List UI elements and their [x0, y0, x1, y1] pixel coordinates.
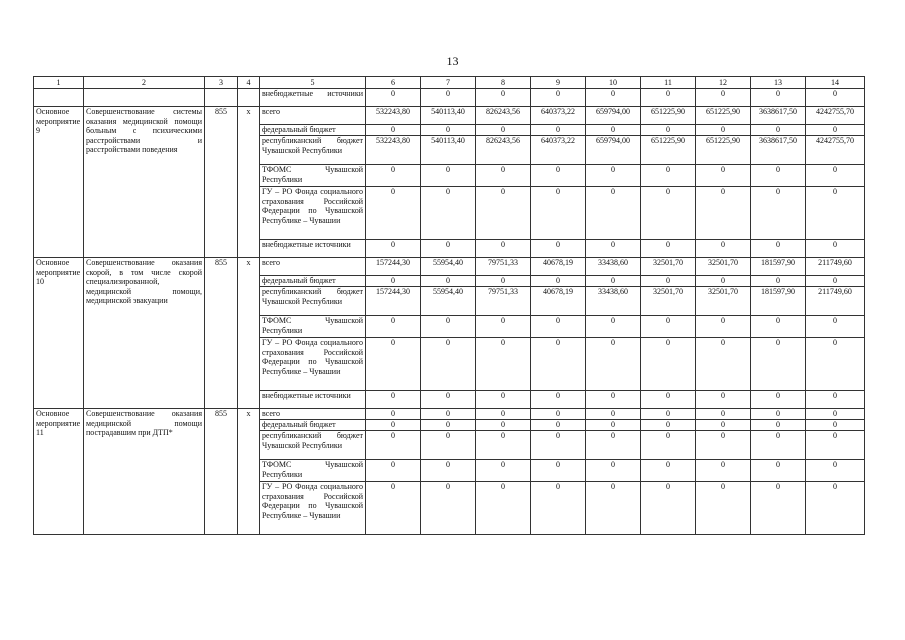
value-cell: 0 — [696, 338, 751, 391]
value-cell: 0 — [421, 460, 476, 482]
value-cell: 0 — [806, 420, 865, 431]
value-cell: 0 — [531, 89, 586, 107]
value-cell: 0 — [641, 125, 696, 136]
value-cell: 0 — [476, 482, 531, 535]
column-number-row — [34, 77, 865, 89]
value-cell: 0 — [421, 89, 476, 107]
value-cell: 0 — [751, 338, 806, 391]
value-cell: 0 — [531, 240, 586, 258]
funding-source: федеральный бюджет — [260, 276, 366, 287]
table-row — [34, 409, 865, 420]
table-row — [34, 258, 865, 276]
value-cell: 0 — [531, 431, 586, 460]
measure-code: Основное мероприятие 9 — [34, 107, 84, 258]
value-cell: 0 — [751, 409, 806, 420]
value-cell: 0 — [366, 338, 421, 391]
value-cell: 0 — [366, 431, 421, 460]
column-header: 12 — [696, 77, 751, 89]
value-cell: 0 — [751, 482, 806, 535]
measure-code: Основное мероприятие 10 — [34, 258, 84, 409]
value-cell: 55954,40 — [421, 258, 476, 276]
column-header: 7 — [421, 77, 476, 89]
value-cell: 0 — [696, 125, 751, 136]
value-cell: 0 — [751, 125, 806, 136]
value-cell: 32501,70 — [696, 287, 751, 316]
funding-source: федеральный бюджет — [260, 125, 366, 136]
value-cell: 0 — [476, 187, 531, 240]
funding-source: всего — [260, 258, 366, 276]
value-cell: 0 — [476, 409, 531, 420]
value-cell: 0 — [586, 420, 641, 431]
funding-source: внебюджетные источники — [260, 89, 366, 107]
value-cell: 211749,60 — [806, 287, 865, 316]
value-cell: 651225,90 — [696, 136, 751, 165]
column-header: 5 — [260, 77, 366, 89]
value-cell: 0 — [641, 482, 696, 535]
value-cell: 0 — [476, 420, 531, 431]
value-cell: 40678,19 — [531, 258, 586, 276]
value-cell: 0 — [531, 420, 586, 431]
value-cell: 0 — [421, 482, 476, 535]
value-cell: 0 — [696, 420, 751, 431]
column-header: 1 — [34, 77, 84, 89]
value-cell: 659794,00 — [586, 136, 641, 165]
value-cell: 0 — [806, 125, 865, 136]
value-cell: 0 — [641, 316, 696, 338]
column-header: 10 — [586, 77, 641, 89]
funding-source: республиканский бюджет Чувашской Республики — [260, 287, 366, 316]
value-cell: 181597,90 — [751, 258, 806, 276]
value-cell: 0 — [366, 420, 421, 431]
value-cell: 0 — [806, 338, 865, 391]
value-cell: 0 — [806, 89, 865, 107]
value-cell: 0 — [531, 316, 586, 338]
value-cell: 0 — [586, 460, 641, 482]
value-cell: 0 — [531, 276, 586, 287]
value-cell: 0 — [421, 431, 476, 460]
table-row — [34, 107, 865, 125]
value-cell: 32501,70 — [641, 287, 696, 316]
funding-source: ТФОМС Чувашской Республики — [260, 460, 366, 482]
value-cell: 0 — [586, 338, 641, 391]
value-cell: 0 — [366, 125, 421, 136]
value-cell: 0 — [696, 240, 751, 258]
value-cell: 540113,40 — [421, 107, 476, 125]
value-cell: 0 — [806, 187, 865, 240]
column-header: 3 — [205, 77, 238, 89]
value-cell: 0 — [806, 316, 865, 338]
page-number: 13 — [446, 54, 459, 68]
measure-code: Основное мероприятие 11 — [34, 409, 84, 535]
value-cell: 0 — [586, 240, 641, 258]
value-cell: 0 — [476, 460, 531, 482]
value-cell: 0 — [421, 409, 476, 420]
value-cell: 40678,19 — [531, 287, 586, 316]
value-cell: 0 — [531, 187, 586, 240]
measure-name: Совершенствование системы оказания медицинской помощи больным с психическими расстройствами и расстройствами поведения — [84, 107, 205, 258]
value-cell: 0 — [806, 460, 865, 482]
value-cell: 0 — [751, 420, 806, 431]
value-cell: 0 — [641, 89, 696, 107]
value-cell: 0 — [586, 316, 641, 338]
budget-table — [33, 76, 865, 535]
value-cell: 0 — [806, 240, 865, 258]
value-cell: 0 — [476, 165, 531, 187]
value-cell: 0 — [586, 391, 641, 409]
value-cell: 0 — [366, 240, 421, 258]
value-cell: 0 — [696, 391, 751, 409]
value-cell: 0 — [806, 431, 865, 460]
value-cell: 4242755,70 — [806, 107, 865, 125]
value-cell: 0 — [586, 431, 641, 460]
value-cell: 651225,90 — [641, 136, 696, 165]
grbs-code: 855 — [205, 107, 238, 258]
value-cell: 0 — [366, 316, 421, 338]
value-cell: 0 — [586, 409, 641, 420]
value-cell: 0 — [531, 165, 586, 187]
value-cell: 0 — [531, 409, 586, 420]
column-header: 2 — [84, 77, 205, 89]
value-cell: 0 — [751, 431, 806, 460]
value-cell: 4242755,70 — [806, 136, 865, 165]
funding-source: внебюджетные источники — [260, 391, 366, 409]
value-cell: 0 — [421, 391, 476, 409]
value-cell: 0 — [806, 482, 865, 535]
measure-name: Совершенствование оказания медицинской помощи пострадавшим при ДТП* — [84, 409, 205, 535]
value-cell: 0 — [641, 431, 696, 460]
value-cell: 0 — [476, 338, 531, 391]
value-cell: 0 — [696, 409, 751, 420]
value-cell: 181597,90 — [751, 287, 806, 316]
value-cell: 0 — [476, 240, 531, 258]
value-cell: 0 — [696, 187, 751, 240]
value-cell: 55954,40 — [421, 287, 476, 316]
value-cell: 0 — [641, 187, 696, 240]
funding-source: ТФОМС Чувашской Республики — [260, 316, 366, 338]
value-cell: 0 — [366, 391, 421, 409]
value-cell: 0 — [366, 482, 421, 535]
value-cell: 0 — [476, 391, 531, 409]
value-cell: 0 — [641, 409, 696, 420]
value-cell: 157244,30 — [366, 287, 421, 316]
value-cell: 0 — [421, 125, 476, 136]
value-cell: 0 — [421, 276, 476, 287]
value-cell: 0 — [751, 316, 806, 338]
value-cell: 0 — [696, 482, 751, 535]
value-cell: 0 — [806, 409, 865, 420]
value-cell: 0 — [366, 409, 421, 420]
continuation-row — [34, 89, 865, 107]
value-cell: 0 — [586, 482, 641, 535]
col4-mark: х — [238, 107, 260, 258]
value-cell: 532243,80 — [366, 107, 421, 125]
value-cell: 0 — [751, 187, 806, 240]
value-cell: 0 — [696, 431, 751, 460]
empty-cell — [34, 89, 84, 107]
value-cell: 0 — [586, 187, 641, 240]
value-cell: 0 — [421, 165, 476, 187]
value-cell: 0 — [421, 240, 476, 258]
value-cell: 0 — [641, 420, 696, 431]
value-cell: 0 — [421, 316, 476, 338]
column-header: 6 — [366, 77, 421, 89]
value-cell: 0 — [366, 460, 421, 482]
value-cell: 0 — [421, 420, 476, 431]
value-cell: 0 — [751, 89, 806, 107]
value-cell: 79751,33 — [476, 287, 531, 316]
funding-source: внебюджетные источники — [260, 240, 366, 258]
value-cell: 826243,56 — [476, 136, 531, 165]
value-cell: 32501,70 — [696, 258, 751, 276]
value-cell: 0 — [641, 276, 696, 287]
value-cell: 3638617,50 — [751, 107, 806, 125]
value-cell: 0 — [641, 391, 696, 409]
value-cell: 0 — [476, 316, 531, 338]
value-cell: 32501,70 — [641, 258, 696, 276]
value-cell: 651225,90 — [641, 107, 696, 125]
funding-source: всего — [260, 409, 366, 420]
empty-cell — [84, 89, 205, 107]
value-cell: 0 — [806, 165, 865, 187]
funding-source: ГУ – РО Фонда социального страхования Российской Федерации по Чувашской Республике – Чувашии — [260, 482, 366, 535]
value-cell: 0 — [531, 338, 586, 391]
value-cell: 0 — [641, 165, 696, 187]
value-cell: 0 — [696, 460, 751, 482]
value-cell: 211749,60 — [806, 258, 865, 276]
value-cell: 0 — [476, 125, 531, 136]
value-cell: 0 — [751, 276, 806, 287]
column-header: 9 — [531, 77, 586, 89]
value-cell: 0 — [751, 460, 806, 482]
value-cell: 0 — [366, 165, 421, 187]
value-cell: 0 — [806, 391, 865, 409]
value-cell: 826243,56 — [476, 107, 531, 125]
value-cell: 0 — [586, 125, 641, 136]
grbs-code: 855 — [205, 258, 238, 409]
value-cell: 0 — [421, 338, 476, 391]
value-cell: 157244,30 — [366, 258, 421, 276]
value-cell: 0 — [366, 187, 421, 240]
value-cell: 0 — [696, 165, 751, 187]
column-header: 11 — [641, 77, 696, 89]
value-cell: 0 — [531, 391, 586, 409]
value-cell: 0 — [751, 240, 806, 258]
empty-cell — [205, 89, 238, 107]
col4-mark: х — [238, 409, 260, 535]
value-cell: 651225,90 — [696, 107, 751, 125]
value-cell: 0 — [366, 89, 421, 107]
empty-cell — [238, 89, 260, 107]
value-cell: 33438,60 — [586, 287, 641, 316]
value-cell: 0 — [476, 276, 531, 287]
value-cell: 0 — [806, 276, 865, 287]
budget-table-body — [34, 77, 865, 535]
funding-source: федеральный бюджет — [260, 420, 366, 431]
value-cell: 0 — [531, 482, 586, 535]
value-cell: 532243,80 — [366, 136, 421, 165]
value-cell: 3638617,50 — [751, 136, 806, 165]
column-header: 14 — [806, 77, 865, 89]
value-cell: 33438,60 — [586, 258, 641, 276]
value-cell: 0 — [696, 316, 751, 338]
value-cell: 0 — [531, 125, 586, 136]
value-cell: 640373,22 — [531, 136, 586, 165]
column-header: 8 — [476, 77, 531, 89]
funding-source: ТФОМС Чувашской Республики — [260, 165, 366, 187]
value-cell: 0 — [586, 89, 641, 107]
value-cell: 540113,40 — [421, 136, 476, 165]
value-cell: 0 — [531, 460, 586, 482]
measure-name: Совершенствование оказания скорой, в том числе скорой специализированной, медицинской помощи, медицинской эвакуации — [84, 258, 205, 409]
value-cell: 0 — [641, 338, 696, 391]
value-cell: 0 — [751, 165, 806, 187]
value-cell: 0 — [696, 89, 751, 107]
value-cell: 0 — [476, 89, 531, 107]
value-cell: 0 — [641, 460, 696, 482]
funding-source: всего — [260, 107, 366, 125]
value-cell: 0 — [696, 276, 751, 287]
value-cell: 0 — [586, 276, 641, 287]
value-cell: 0 — [641, 240, 696, 258]
funding-source: республиканский бюджет Чувашской Республики — [260, 136, 366, 165]
value-cell: 79751,33 — [476, 258, 531, 276]
column-header: 13 — [751, 77, 806, 89]
value-cell: 640373,22 — [531, 107, 586, 125]
value-cell: 659794,00 — [586, 107, 641, 125]
value-cell: 0 — [421, 187, 476, 240]
value-cell: 0 — [476, 431, 531, 460]
value-cell: 0 — [751, 391, 806, 409]
col4-mark: х — [238, 258, 260, 409]
grbs-code: 855 — [205, 409, 238, 535]
value-cell: 0 — [586, 165, 641, 187]
funding-source: ГУ – РО Фонда социального страхования Российской Федерации по Чувашской Республике – Чувашии — [260, 338, 366, 391]
funding-source: республиканский бюджет Чувашской Республики — [260, 431, 366, 460]
column-header: 4 — [238, 77, 260, 89]
funding-source: ГУ – РО Фонда социального страхования Российской Федерации по Чувашской Республике – Чувашии — [260, 187, 366, 240]
value-cell: 0 — [366, 276, 421, 287]
